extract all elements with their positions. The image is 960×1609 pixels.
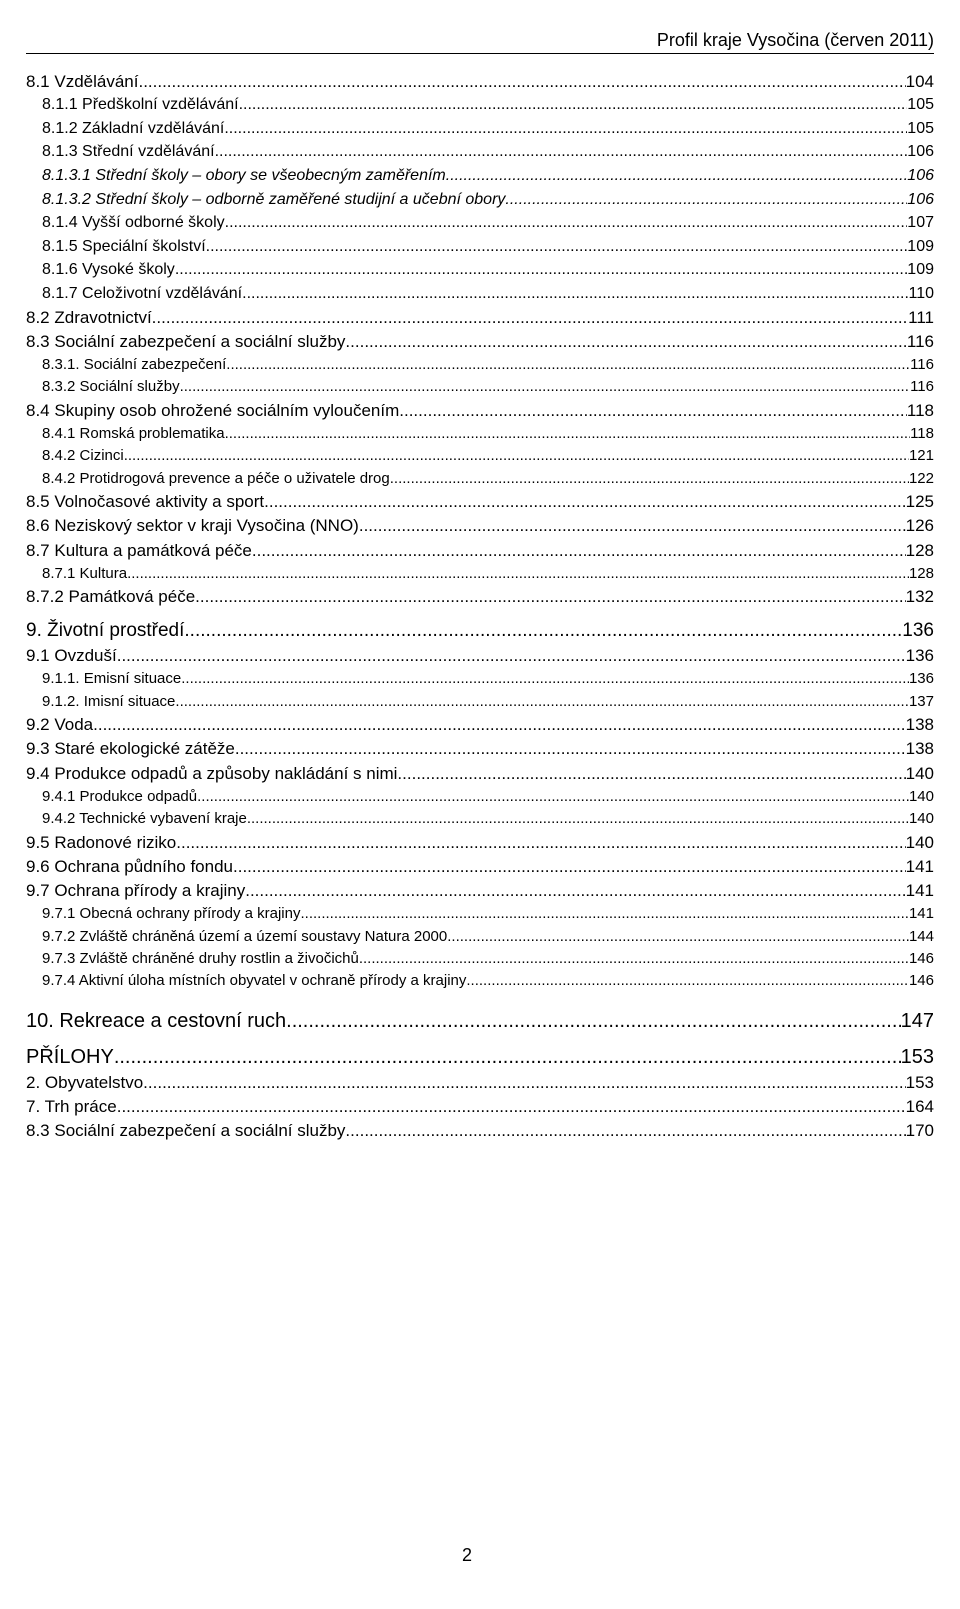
toc-entry[interactable]: [26, 617, 934, 644]
toc-entry-page: 106: [907, 143, 934, 161]
dot-leader: [233, 855, 906, 879]
toc-entry-title: 2. Obyvatelstvo: [26, 1072, 144, 1092]
toc-entry[interactable]: [26, 1095, 934, 1119]
toc-entry-page: 110: [908, 285, 934, 303]
dot-leader: [184, 617, 902, 644]
toc-entry-page: 104: [905, 72, 934, 91]
toc-entry-title: 9.1 Ovzduší: [26, 646, 117, 666]
dot-leader: [264, 490, 905, 514]
dot-leader: [152, 306, 908, 330]
dot-leader: [245, 879, 905, 903]
dot-leader: [300, 903, 908, 925]
toc-entry[interactable]: [26, 140, 934, 164]
toc-entry-title: 8.7 Kultura a památková péče: [26, 540, 252, 560]
dot-leader: [390, 468, 909, 490]
toc-entry[interactable]: [26, 445, 934, 467]
toc-entry[interactable]: [26, 164, 934, 188]
dot-leader: [215, 140, 908, 164]
toc-entry-title: 9.6 Ochrana půdního fondu: [26, 856, 233, 876]
toc-entry-page: 118: [906, 400, 934, 420]
toc-entry-page: 107: [907, 214, 934, 232]
toc-entry-title: 10. Rekreace a cestovní ruch: [26, 1009, 287, 1032]
toc-entry-title: 8.4.2 Protidrogová prevence a péče o uživatele drog: [42, 469, 390, 487]
toc-entry-page: 105: [907, 96, 934, 114]
dot-leader: [235, 737, 906, 761]
toc-entry-title: 9.2 Voda: [26, 715, 94, 735]
toc-entry-page: 106: [907, 167, 934, 185]
toc-entry-title: 7. Trh práce: [26, 1096, 117, 1116]
toc-entry[interactable]: [26, 926, 934, 948]
toc-entry[interactable]: [26, 713, 934, 737]
toc-entry-title: 9.7.4 Aktivní úloha místních obyvatel v ochraně přírody a krajiny: [42, 972, 467, 990]
toc-entry-title: 8.1.3.2 Střední školy – odborně zaměřené studijní a učební obory: [42, 190, 506, 208]
toc-entry[interactable]: [26, 258, 934, 282]
toc-entry-title: 8.4.2 Cizinci: [42, 447, 124, 465]
toc-entry[interactable]: [26, 514, 934, 538]
toc-entry[interactable]: [26, 539, 934, 563]
dot-leader: [138, 70, 905, 93]
toc-entry[interactable]: [26, 211, 934, 235]
toc-entry-page: 118: [910, 424, 934, 442]
toc-entry[interactable]: [26, 563, 934, 585]
toc-entry-page: 105: [907, 119, 934, 137]
dot-leader: [175, 691, 909, 713]
toc-entry-title: 8.1 Vzdělávání: [26, 72, 139, 91]
toc-entry-page: 138: [905, 715, 934, 735]
toc-entry-title: 8.3 Sociální zabezpečení a sociální služby: [26, 331, 346, 351]
toc-entry-title: 9.1.1. Emisní situace: [42, 670, 182, 688]
toc-entry[interactable]: [26, 762, 934, 786]
toc-entry-page: 140: [908, 787, 934, 805]
toc-entry-page: 125: [905, 492, 934, 512]
toc-entry-title: 8.5 Volnočasové aktivity a sport: [26, 492, 265, 512]
toc-entry-title: 9.4 Produkce odpadů a způsoby nakládání s nimi: [26, 763, 398, 783]
toc-entry-page: 153: [905, 1072, 934, 1092]
header-rule: [26, 53, 934, 54]
toc-entry-title: 9. Životní prostředí: [26, 620, 185, 642]
toc-entry[interactable]: [26, 93, 934, 117]
toc-entry-page: 121: [908, 447, 934, 465]
toc-entry-page: 116: [910, 378, 934, 396]
toc-entry-page: 111: [908, 307, 934, 327]
section-gap: [26, 993, 934, 1007]
dot-leader: [195, 585, 905, 609]
page-footer: [0, 1545, 940, 1566]
dot-leader: [206, 235, 908, 259]
toc-entry[interactable]: [26, 306, 934, 330]
dot-leader: [143, 1071, 905, 1095]
toc-entry[interactable]: [26, 1071, 934, 1095]
toc-entry[interactable]: [26, 786, 934, 808]
toc-entry-page: 146: [908, 949, 934, 967]
toc-entry-title: 9.7.2 Zvláště chráněná území a území soustavy Natura 2000: [42, 927, 448, 945]
dot-leader: [114, 1043, 901, 1071]
toc-entry-title: 8.1.7 Celoživotní vzdělávání: [42, 285, 243, 303]
toc-entry-title: 8.3.2 Sociální služby: [42, 378, 180, 396]
dot-leader: [127, 563, 909, 585]
toc-entry[interactable]: [26, 376, 934, 398]
dot-leader: [359, 514, 906, 538]
dot-leader: [447, 926, 909, 948]
toc-entry-title: 9.5 Radonové riziko: [26, 832, 177, 852]
dot-leader: [252, 539, 906, 563]
toc-entry-title: 9.7.1 Obecná ochrany přírody a krajiny: [42, 905, 301, 923]
toc-entry-page: 146: [908, 972, 934, 990]
toc-entry-title: PŘÍLOHY: [26, 1045, 114, 1068]
dot-leader: [224, 117, 907, 141]
toc-entry[interactable]: [26, 948, 934, 970]
toc-entry-title: 8.1.4 Vyšší odborné školy: [42, 214, 225, 232]
toc-entry[interactable]: [26, 354, 934, 376]
toc-entry-title: 8.6 Neziskový sektor v kraji Vysočina (NNO): [26, 516, 359, 536]
toc-entry[interactable]: [26, 668, 934, 690]
toc-entry-page: 141: [908, 905, 934, 923]
toc-entry[interactable]: [26, 188, 934, 212]
toc-entry-title: 9.3 Staré ekologické zátěže: [26, 739, 235, 759]
dot-leader: [124, 445, 909, 467]
toc-entry[interactable]: [26, 831, 934, 855]
dot-leader: [180, 376, 911, 398]
toc-entry[interactable]: [26, 490, 934, 514]
toc-entry-title: 8.3 Sociální zabezpečení a sociální služby: [26, 1121, 346, 1141]
section-gap: [26, 1035, 934, 1043]
dot-leader: [345, 1119, 905, 1143]
toc-entry[interactable]: [26, 282, 934, 306]
toc-entry-title: 8.1.3.1 Střední školy – obory se všeobecným zaměřením: [42, 167, 446, 185]
toc-entry[interactable]: [26, 1043, 934, 1071]
dot-leader: [226, 354, 910, 376]
toc-entry[interactable]: [26, 235, 934, 259]
toc-entry[interactable]: [26, 330, 934, 354]
dot-leader: [359, 948, 909, 970]
running-header: Profil kraje Vysočina (červen 2011): [656, 30, 934, 50]
toc-entry-page: 128: [908, 564, 934, 582]
toc-entry-title: 8.3.1. Sociální zabezpečení: [42, 356, 227, 374]
dot-leader: [117, 644, 906, 668]
dot-leader: [117, 1095, 906, 1119]
dot-leader: [286, 1007, 900, 1035]
toc-entry-page: 106: [907, 190, 934, 208]
toc-entry[interactable]: [26, 879, 934, 903]
dot-leader: [225, 423, 910, 445]
dot-leader: [466, 970, 909, 992]
toc-entry-page: 128: [905, 540, 934, 560]
toc-entry-page: 136: [908, 670, 934, 688]
toc-entry-title: 8.7.2 Památková péče: [26, 587, 196, 607]
toc-entry-page: 109: [907, 237, 934, 255]
toc-entry[interactable]: [26, 970, 934, 992]
toc-entry-title: 8.4.1 Romská problematika: [42, 424, 225, 442]
toc-entry[interactable]: [26, 1119, 934, 1143]
toc-entry-page: 136: [905, 646, 934, 666]
page-number: 2: [461, 1545, 472, 1565]
toc-entry-title: 8.1.1 Předškolní vzdělávání: [42, 96, 239, 114]
toc-entry-title: 8.1.2 Základní vzdělávání: [42, 119, 225, 137]
dot-leader: [197, 786, 909, 808]
toc-entry-title: 8.1.5 Speciální školství: [42, 237, 206, 255]
toc-entry-page: 122: [908, 469, 934, 487]
toc-entry-page: 140: [905, 763, 934, 783]
dot-leader: [505, 188, 907, 212]
toc-entry-page: 138: [905, 739, 934, 759]
toc-entry-page: 164: [905, 1096, 934, 1116]
dot-leader: [239, 93, 908, 117]
toc-entry-title: 9.4.1 Produkce odpadů: [42, 787, 198, 805]
toc-entry-page: 144: [908, 927, 934, 945]
toc-entry[interactable]: [26, 423, 934, 445]
toc-entry-page: 116: [910, 356, 934, 374]
toc-entry-title: 9.7.3 Zvláště chráněné druhy rostlin a živočichů: [42, 949, 359, 967]
toc-entry[interactable]: [26, 117, 934, 141]
toc-entry[interactable]: [26, 808, 934, 830]
toc-entry[interactable]: [26, 691, 934, 713]
toc-entry-page: 136: [902, 620, 934, 642]
dot-leader: [181, 668, 909, 690]
dot-leader: [175, 258, 907, 282]
dot-leader: [345, 330, 906, 354]
toc-entry-page: 141: [905, 856, 934, 876]
toc-entry-page: 126: [905, 516, 934, 536]
dot-leader: [225, 211, 908, 235]
toc-entry[interactable]: [26, 399, 934, 423]
dot-leader: [397, 762, 905, 786]
toc-entry[interactable]: [26, 644, 934, 668]
toc-entry-page: 147: [900, 1009, 934, 1032]
toc-entry-title: 8.1.3 Střední vzdělávání: [42, 143, 215, 161]
toc-entry-page: 137: [908, 692, 934, 710]
toc-entry-title: 8.1.6 Vysoké školy: [42, 261, 175, 279]
dot-leader: [247, 808, 909, 830]
toc-entry-page: 116: [906, 331, 934, 351]
toc-entry-title: 8.2 Zdravotnictví: [26, 307, 152, 327]
toc-entry-title: 9.1.2. Imisní situace: [42, 692, 176, 710]
toc-entry-page: 141: [905, 880, 934, 900]
toc-entry-page: 140: [908, 810, 934, 828]
toc-entry-page: 140: [905, 832, 934, 852]
dot-leader: [93, 713, 906, 737]
toc-entry[interactable]: [26, 855, 934, 879]
table-of-contents: [26, 70, 934, 1143]
dot-leader: [446, 164, 908, 188]
toc-entry[interactable]: [26, 737, 934, 761]
toc-entry[interactable]: [26, 585, 934, 609]
dot-leader: [399, 399, 907, 423]
toc-entry-title: 8.7.1 Kultura: [42, 564, 128, 582]
toc-entry[interactable]: [26, 468, 934, 490]
toc-entry-page: 170: [905, 1121, 934, 1141]
toc-entry[interactable]: [26, 70, 934, 93]
toc-entry-page: 153: [900, 1045, 934, 1068]
toc-entry[interactable]: [26, 903, 934, 925]
toc-entry-title: 8.4 Skupiny osob ohrožené sociálním vyloučením: [26, 400, 400, 420]
dot-leader: [242, 282, 908, 306]
toc-entry-page: 109: [907, 261, 934, 279]
section-gap: [26, 609, 934, 617]
toc-entry-page: 132: [905, 587, 934, 607]
toc-entry-title: 9.4.2 Technické vybavení kraje: [42, 810, 247, 828]
toc-entry-title: 9.7 Ochrana přírody a krajiny: [26, 880, 246, 900]
dot-leader: [176, 831, 905, 855]
toc-entry[interactable]: [26, 1007, 934, 1035]
